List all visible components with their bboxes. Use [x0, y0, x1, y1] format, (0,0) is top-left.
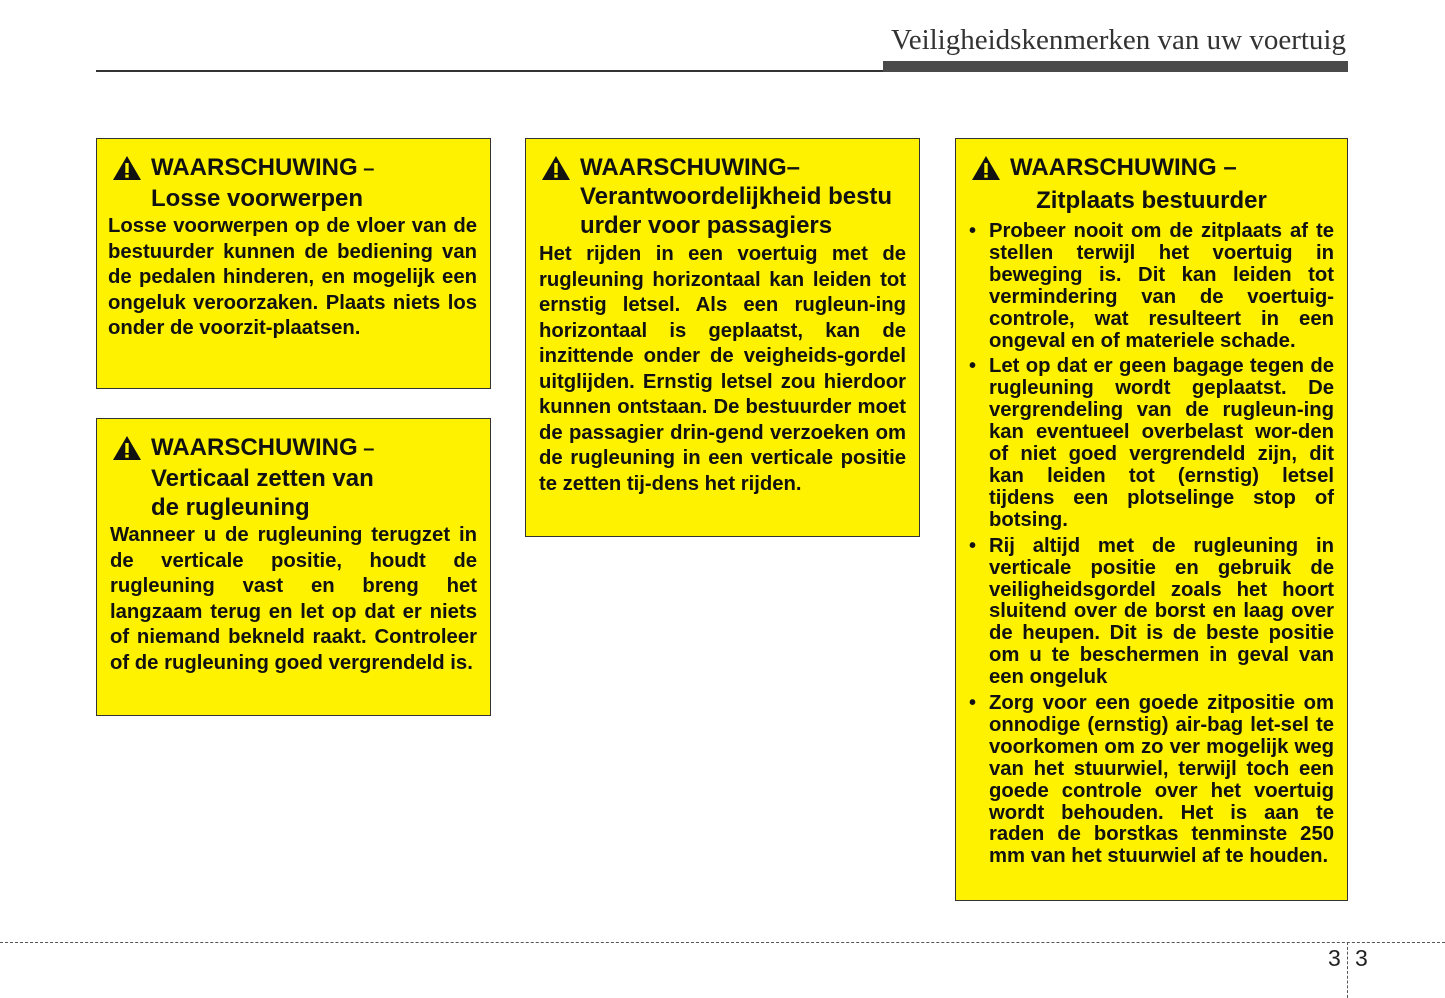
footer-divider [1347, 942, 1348, 998]
warning-driver-responsibility [525, 138, 920, 537]
warning-heading [110, 433, 477, 522]
header-rule [96, 70, 884, 72]
warning-loose-objects [96, 138, 491, 389]
warning-label: WAARSCHUWING – [151, 154, 375, 181]
warning-heading [539, 153, 906, 240]
warning-triangle-icon [112, 435, 142, 461]
warning-subtitle: de rugleuning [151, 494, 310, 521]
warning-subtitle: Verantwoordelijkheid bestu [580, 183, 893, 210]
list-item: • Rij altijd met de rugleuning in verticale positie en gebruik de veiligheidsgordel zoals het hoort sluitend over de borst en laag over de heupen. Dit is de beste positie om u te beschermen in geval van een ongeluk [969, 536, 1334, 689]
warning-triangle-icon [541, 155, 571, 181]
warning-body: Wanneer u de rugleuning terugzet in de verticale positie, houdt de rugleuning vast en breng het langzaam terug en let op dat er niets of niemand bekneld raakt. Controleer of de rugleuning goed vergrendeld is. [110, 524, 477, 674]
warning-subtitle: urder voor passagiers [580, 212, 833, 239]
warning-label: WAARSCHUWING – [1010, 154, 1237, 181]
page-number: 3 [1355, 945, 1368, 971]
warning-subtitle: Losse voorwerpen [151, 185, 364, 212]
list-item: • Zorg voor een goede zitpositie om onnodige (ernstig) air-bag let-sel te voorkomen om zo ver mogelijk weg van het stuurwiel, terwijl toch een goede controle over het voertuig wordt behouden. Het is aan te raden de borstkas tenminste 250 mm van het stuurwiel af te houden. [969, 693, 1334, 868]
warning-subtitle: Zitplaats bestuurder [1036, 187, 1267, 214]
warning-backrest-upright [96, 418, 491, 716]
warning-body: Losse voorwerpen op de vloer van de bestuurder kunnen de bediening van de pedalen hinderen, en mogelijk een ongeluk veroorzaken. Plaats niets los onder de voorzit-plaatsen. [108, 215, 477, 339]
warning-bullet-list [969, 221, 1334, 868]
warning-label: WAARSCHUWING– [580, 154, 801, 181]
footer-rule [0, 942, 1445, 943]
warning-heading [969, 153, 1334, 215]
warning-triangle-icon [971, 155, 1001, 181]
warning-heading [110, 153, 477, 213]
page-header-title: Veiligheidskenmerken van uw voertuig [890, 24, 1346, 56]
warning-label: WAARSCHUWING – [151, 434, 375, 461]
list-item: • Probeer nooit om de zitplaats af te stellen terwijl het voertuig in beweging is. Dit kan leiden tot vermindering van de voertuig-controle, wat resulteert in een ongeval en of materiele schade. [969, 221, 1334, 352]
warning-body: Het rijden in een voertuig met de rugleuning horizontaal kan leiden tot ernstig letsel. Als een rugleun-ing horizontaal is geplaatst, kan de inzittende onder de veigheids-gordel uitglijden. Ernstig letsel zou hierdoor kunnen ontstaan. De bestuurder moet de passagier drin-gend verzoeken om de rugleuning in een verticale positie te zetten tij-dens het rijden. [539, 243, 906, 495]
warning-triangle-icon [112, 155, 142, 181]
page-number-section: 3 [1328, 945, 1341, 971]
warning-subtitle: Verticaal zetten van [151, 465, 374, 492]
list-item: • Let op dat er geen bagage tegen de rugleuning wordt geplaatst. De vergrendeling van de rugleun-ing kan eventueel overbelast wor-den of niet goed vergrendeld zijn, dit kan leiden tot (ernstig) letsel tijdens een plotselinge stop of botsing. [969, 356, 1334, 531]
warning-driver-seat [955, 138, 1348, 901]
header-accent-bar [883, 61, 1348, 72]
